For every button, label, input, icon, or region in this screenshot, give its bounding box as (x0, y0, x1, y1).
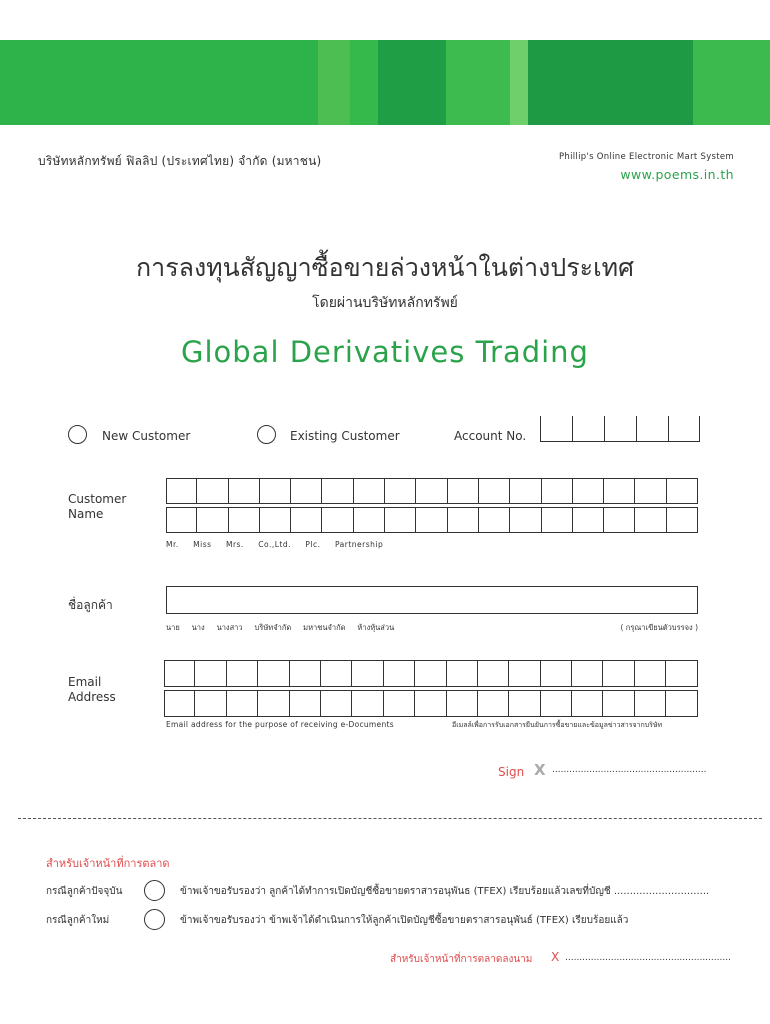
char-box[interactable] (385, 478, 416, 504)
thai-name-label: ชื่อลูกค้า (68, 598, 113, 612)
mart-tagline: Phillip's Online Electronic Mart System (558, 152, 734, 162)
officer-sign-x-mark: X (551, 950, 560, 964)
char-box[interactable] (603, 690, 634, 717)
char-box[interactable] (354, 478, 385, 504)
banner-stripe (510, 40, 528, 125)
website-link[interactable]: www.poems.in.th (620, 167, 734, 182)
email-purpose-thai: อีเมลล์เพื่อการรับเอกสารยืนยันการซื้อขายและข้อมูลข่าวสารจากบริษัท (452, 721, 663, 729)
char-box[interactable] (385, 507, 416, 533)
char-box[interactable] (509, 690, 540, 717)
banner-stripe (318, 40, 350, 125)
char-box[interactable] (321, 690, 352, 717)
title-option[interactable]: Partnership (334, 540, 384, 549)
char-box[interactable] (354, 507, 385, 533)
char-box[interactable] (542, 507, 573, 533)
char-box[interactable] (666, 690, 697, 717)
char-box[interactable] (635, 507, 666, 533)
existing-customer-label: Existing Customer (290, 429, 400, 443)
customer-name-field-line2[interactable] (166, 507, 698, 533)
char-box[interactable] (667, 507, 698, 533)
email-label: Email Address (68, 675, 116, 704)
title-option[interactable]: Mr. (166, 540, 179, 549)
officer-heading: สำหรับเจ้าหน้าที่การตลาด (46, 857, 170, 870)
account-no-field[interactable] (540, 416, 700, 442)
char-box[interactable] (510, 478, 541, 504)
char-box[interactable] (448, 507, 479, 533)
char-box[interactable] (290, 660, 321, 687)
char-box[interactable] (291, 478, 322, 504)
banner-stripe (446, 40, 510, 125)
existing-customer-radio[interactable] (257, 425, 276, 444)
char-box[interactable] (415, 660, 446, 687)
existing-case-label: กรณีลูกค้าปัจจุบัน (46, 886, 123, 897)
banner-stripe (350, 40, 378, 125)
char-box[interactable] (322, 478, 353, 504)
char-box[interactable] (197, 478, 228, 504)
new-case-label: กรณีลูกค้าใหม่ (46, 915, 110, 926)
char-box[interactable] (666, 660, 697, 687)
char-box[interactable] (416, 478, 447, 504)
char-box[interactable] (603, 660, 634, 687)
char-box[interactable] (164, 660, 195, 687)
title-option[interactable]: Plc. (305, 540, 321, 549)
char-box[interactable] (166, 507, 197, 533)
char-box[interactable] (384, 660, 415, 687)
email-field-line2[interactable] (164, 690, 698, 717)
char-box[interactable] (478, 690, 509, 717)
thai-title-options (166, 622, 394, 634)
existing-case-radio[interactable] (144, 880, 165, 901)
char-box[interactable] (479, 478, 510, 504)
char-box[interactable] (573, 507, 604, 533)
thai-name-field[interactable] (166, 586, 698, 614)
char-box[interactable] (667, 478, 698, 504)
char-box[interactable] (352, 690, 383, 717)
title-option[interactable]: มหาชนจำกัด (303, 623, 346, 632)
sign-label: Sign (498, 765, 525, 779)
banner-stripe (378, 40, 446, 125)
sign-x-mark: X (534, 761, 546, 779)
char-box[interactable] (448, 478, 479, 504)
char-box[interactable] (478, 660, 509, 687)
char-box[interactable] (635, 660, 666, 687)
char-box[interactable] (604, 478, 635, 504)
new-customer-radio[interactable] (68, 425, 87, 444)
title-option[interactable]: ห้างหุ้นส่วน (357, 623, 395, 632)
char-box[interactable] (510, 507, 541, 533)
officer-sign-label: สำหรับเจ้าหน้าที่การตลาดลงนาม (390, 954, 533, 965)
char-box[interactable] (291, 507, 322, 533)
officer-signature-line[interactable]: .......................................................... (565, 953, 731, 963)
char-box[interactable] (572, 690, 603, 717)
email-field-line1[interactable] (164, 660, 698, 687)
char-box[interactable] (572, 660, 603, 687)
char-box[interactable] (260, 478, 291, 504)
char-box[interactable] (258, 690, 289, 717)
char-box[interactable] (635, 478, 666, 504)
char-box[interactable] (635, 690, 666, 717)
account-number-line[interactable]: .............................. (613, 886, 710, 897)
page-subtitle-thai: โดยผ่านบริษัทหลักทรัพย์ (312, 295, 458, 311)
header-banner (0, 40, 770, 125)
existing-case-text: ข้าพเจ้าขอรับรองว่า ลูกค้าได้ทำการเปิดบัญชีซื้อขายตราสารอนุพันธ (TFEX) เรียบร้อยแล้วเลขที่บัญชี .............................. (180, 886, 710, 897)
char-box[interactable] (447, 660, 478, 687)
title-option[interactable]: Mrs. (225, 540, 244, 549)
char-box[interactable] (479, 507, 510, 533)
new-customer-label: New Customer (102, 429, 191, 443)
char-box[interactable] (509, 660, 540, 687)
section-divider (18, 818, 762, 819)
char-box[interactable] (321, 660, 352, 687)
title-option[interactable]: บริษัทจำกัด (254, 623, 292, 632)
new-case-radio[interactable] (144, 909, 165, 930)
char-box[interactable] (258, 660, 289, 687)
customer-title-options (166, 540, 383, 549)
title-option[interactable]: นาย (166, 623, 180, 632)
company-name-thai: บริษัทหลักทรัพย์ ฟิลลิป (ประเทศไทย) จำกัด (มหาชน) (38, 154, 322, 168)
page-title-english: Global Derivatives Trading (181, 335, 589, 369)
new-case-text: ข้าพเจ้าขอรับรองว่า ข้าพเจ้าได้ดำเนินการให้ลูกค้าเปิดบัญชีซื้อขายตราสารอนุพันธ์ (TFEX) เรียบร้อยแล้ว (180, 915, 629, 926)
char-box[interactable] (604, 507, 635, 533)
char-box[interactable] (166, 478, 197, 504)
char-box[interactable] (384, 690, 415, 717)
customer-name-field-line1[interactable] (166, 478, 698, 504)
char-box[interactable] (195, 660, 226, 687)
char-box[interactable] (541, 660, 572, 687)
char-box[interactable] (416, 507, 447, 533)
char-box[interactable] (229, 478, 260, 504)
account-no-label: Account No. (454, 429, 527, 443)
title-option[interactable]: Co.,Ltd. (258, 540, 291, 549)
char-box[interactable] (415, 690, 446, 717)
title-option[interactable]: นาง (191, 623, 205, 632)
char-box[interactable] (260, 507, 291, 533)
char-box[interactable] (573, 478, 604, 504)
char-box[interactable] (227, 690, 258, 717)
email-purpose-english: Email address for the purpose of receiving e-Documents (166, 720, 394, 729)
title-option[interactable]: นางสาว (216, 623, 243, 632)
banner-stripe (528, 40, 693, 125)
char-box[interactable] (447, 690, 478, 717)
char-box[interactable] (542, 478, 573, 504)
char-box[interactable] (229, 507, 260, 533)
handwriting-note: ( กรุณาเขียนตัวบรรจง ) (620, 623, 698, 632)
char-box[interactable] (197, 507, 228, 533)
banner-stripe (693, 40, 770, 125)
char-box[interactable] (195, 690, 226, 717)
signature-line[interactable]: ...................................................... (552, 765, 707, 775)
title-option[interactable]: Miss (193, 540, 212, 549)
customer-name-label: Customer Name (68, 492, 127, 521)
char-box[interactable] (541, 690, 572, 717)
char-box[interactable] (290, 690, 321, 717)
char-box[interactable] (164, 690, 195, 717)
page-title-thai: การลงทุนสัญญาซื้อขายล่วงหน้าในต่างประเทศ (136, 253, 634, 282)
char-box[interactable] (322, 507, 353, 533)
char-box[interactable] (352, 660, 383, 687)
char-box[interactable] (227, 660, 258, 687)
